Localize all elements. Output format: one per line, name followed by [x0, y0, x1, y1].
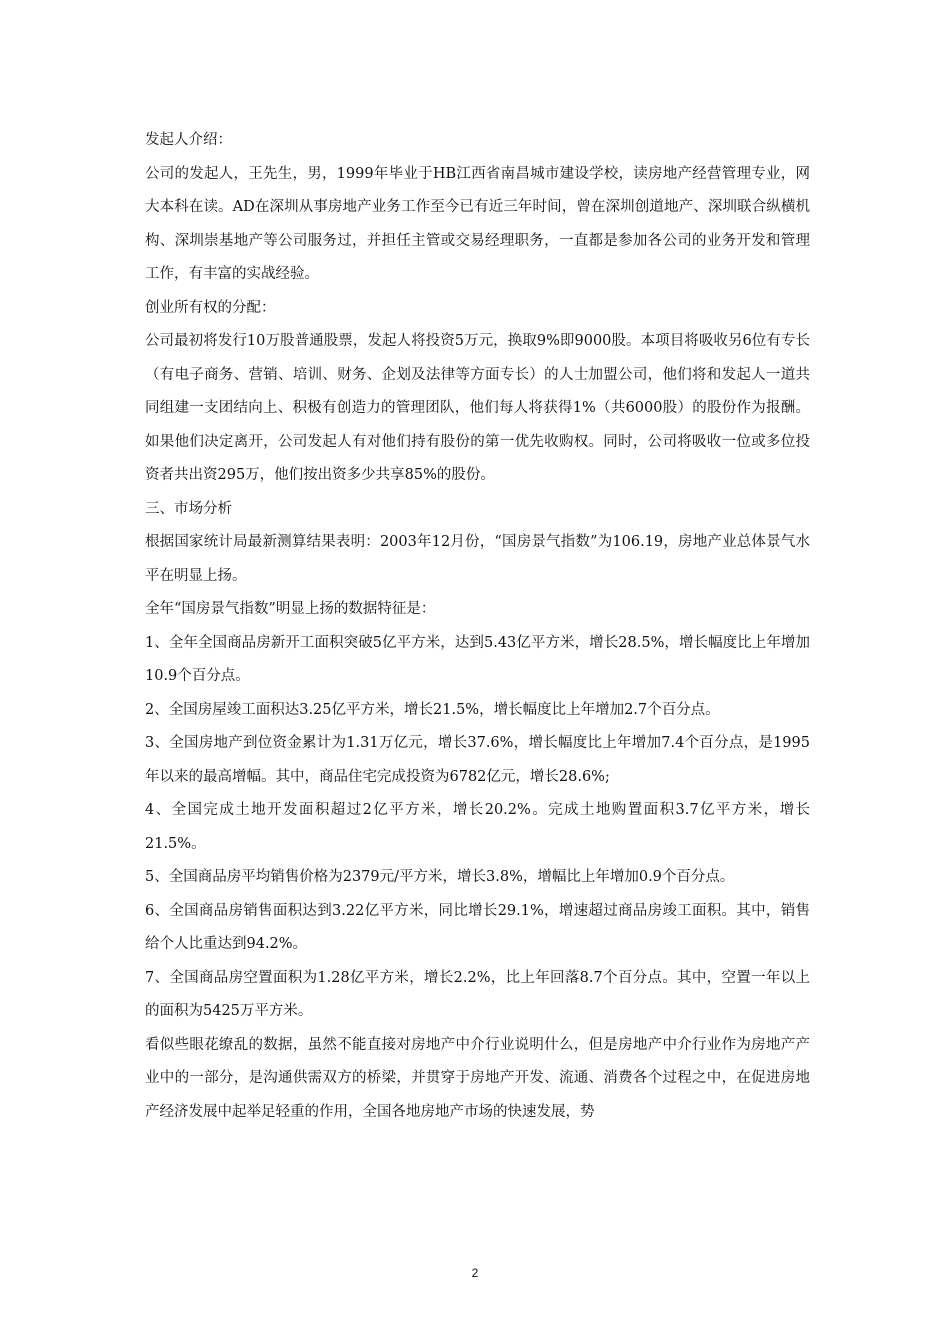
list-item: 4、全国完成土地开发面积超过2亿平方米，增长20.2%。完成土地购置面积3.7亿平方米，增长21.5%。	[145, 802, 810, 852]
list-item: 3、全国房地产到位资金累计为1.31万亿元，增长37.6%，增长幅度比上年增加7.4个百分点，是1995年以来的最高增幅。其中，商品住宅完成投资为6782亿元，增长28.6%;	[145, 735, 810, 785]
list-item: 2、全国房屋竣工面积达3.25亿平方米，增长21.5%，增长幅度比上年增加2.7个百分点。	[145, 701, 720, 718]
list-item: 6、全国商品房销售面积达到3.22亿平方米，同比增长29.1%，增速超过商品房竣工面积。其中，销售给个人比重达到94.2%。	[145, 902, 810, 952]
paragraph-index-summary: 根据国家统计局最新测算结果表明：2003年12月份，“国房景气指数”为106.19，房地产业总体景气水平在明显上扬。	[145, 534, 810, 584]
paragraph-founder-bio: 公司的发起人，王先生，男，1999年毕业于HB江西省南昌城市建设学校，读房地产经营管理专业，网大本科在读。AD在深圳从事房地产业务工作至今已有近三年时间，曾在深圳创道地产、深圳联合纵横机构、深圳崇基地产等公司服务过，并担任主管或交易经理职务，一直都是参加各公司的业务开发和管理工作，有丰富的实战经验。	[145, 165, 810, 282]
list-item: 1、全年全国商品房新开工面积突破5亿平方米，达到5.43亿平方米，增长28.5%，增长幅度比上年增加10.9个百分点。	[145, 634, 810, 684]
heading-ownership-allocation: 创业所有权的分配：	[145, 299, 276, 316]
heading-market-analysis: 三、市场分析	[145, 500, 232, 517]
page-number: 2	[471, 1266, 479, 1280]
heading-data-features: 全年“国房景气指数”明显上扬的数据特征是：	[145, 601, 436, 617]
list-item: 5、全国商品房平均销售价格为2379元/平方米，增长3.8%，增幅比上年增加0.9个百分点。	[145, 869, 735, 885]
page-body	[145, 124, 810, 1129]
heading-founder-intro: 发起人介绍：	[145, 132, 232, 148]
paragraph-conclusion: 看似些眼花缭乱的数据，虽然不能直接对房地产中介行业说明什么，但是房地产中介行业作为房地产产业中的一部分，是沟通供需双方的桥梁，并贯穿于房地产开发、流通、消费各个过程之中，在促进房地产经济发展中起举足轻重的作用，全国各地房地产市场的快速发展，势	[145, 1036, 810, 1120]
list-item: 7、全国商品房空置面积为1.28亿平方米，增长2.2%，比上年回落8.7个百分点。其中，空置一年以上的面积为5425万平方米。	[145, 969, 810, 1019]
paragraph-share-allocation: 公司最初将发行10万股普通股票，发起人将投资5万元，换取9%即9000股。本项目将吸收另6位有专长（有电子商务、营销、培训、财务、企划及法律等方面专长）的人士加盟公司，他们将和发起人一道共同组建一支团结向上、积极有创造力的管理团队，他们每人将获得1%（共6000股）的股份作为报酬。如果他们决定离开，公司发起人有对他们持有股份的第一优先收购权。同时，公司将吸收一位或多位投资者共出资295万，他们按出资多少共享85%的股份。	[145, 333, 810, 483]
